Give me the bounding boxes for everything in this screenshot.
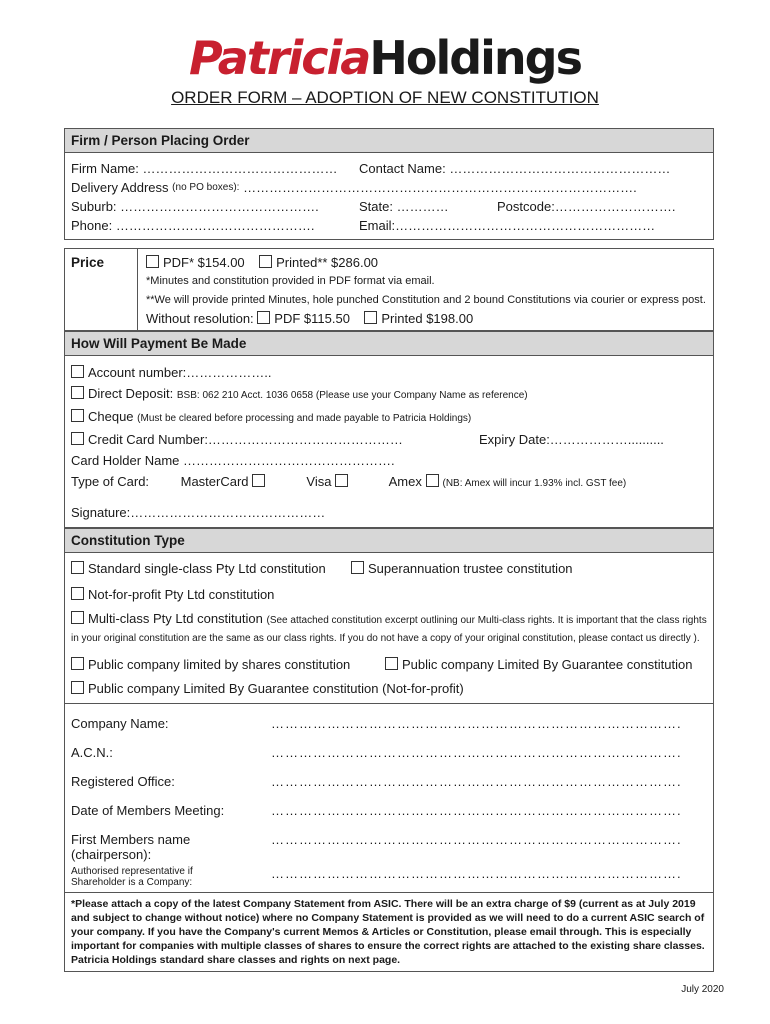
amex-note: (NB: Amex will incur 1.93% incl. GST fee) [442,478,627,489]
direct-deposit-checkbox[interactable] [71,386,84,399]
firm-section [64,128,714,240]
email-field[interactable]: Email:…………………………………………………… [359,218,656,233]
super-label: Superannuation trustee constitution [368,561,573,576]
payment-section-header: How Will Payment Be Made [65,331,713,356]
without-printed-price: Printed $198.00 [381,311,474,326]
pdf-price: PDF* $154.00 [163,255,245,270]
delivery-address-field[interactable]: ………………………………………………………………………………. [243,180,637,195]
logo-part-patricia: Patricia [189,31,370,85]
delivery-address-label: Delivery Address [71,180,169,195]
chairperson-label: (chairperson): [71,847,152,862]
price-section [64,248,714,331]
firm-section-header: Firm / Person Placing Order [65,129,713,153]
constitution-section [64,528,714,704]
first-members-field[interactable]: ……………………………………………………………………………. [271,832,682,847]
authorised-rep-field[interactable]: ……………………………………………………………………………. [271,866,682,881]
nfp-checkbox[interactable] [71,587,84,600]
printed-price: Printed** $286.00 [276,255,379,270]
visa-label: Visa [306,474,332,489]
pdf-note: *Minutes and constitution provided in PDF format via email. [146,275,435,287]
credit-card-number-field[interactable]: Credit Card Number:……………………………………… [88,432,403,447]
postcode-field[interactable]: Postcode:………………………. [497,199,676,214]
registered-office-field[interactable]: ……………………………………………………………………………. [271,774,682,789]
without-printed-checkbox[interactable] [364,311,377,324]
without-pdf-checkbox[interactable] [257,311,270,324]
company-details-section [64,704,714,972]
multi-class-note: (See attached constitution excerpt outlining our Multi-class rights. It is important that the class rights in your original constitution are the same as our class rights. If you do not have a copy of your original constitution, please contact us directly ). [71,615,707,644]
without-pdf-price: PDF $115.50 [274,311,350,326]
public-guarantee-nfp-checkbox[interactable] [71,681,84,694]
public-shares-label: Public company limited by shares constitution [88,657,351,672]
direct-deposit-details: BSB: 062 210 Acct. 1036 0658 (Please use your Company Name as reference) [176,390,528,401]
authorised-rep-label: Authorised representative if Shareholder is a Company: [71,866,193,888]
direct-deposit-label: Direct Deposit: [88,386,174,401]
card-type-label: Type of Card: [71,474,150,489]
account-number-field[interactable]: Account number:……………….. [88,365,272,380]
visa-checkbox[interactable] [335,474,348,487]
public-guarantee-nfp-label: Public company Limited By Guarantee constitution (Not-for-profit) [88,681,464,696]
super-checkbox[interactable] [351,561,364,574]
phone-field[interactable]: Phone: ………………………………………. [71,218,315,233]
public-guarantee-checkbox[interactable] [385,657,398,670]
amex-label: Amex [388,474,422,489]
delivery-address-note: (no PO boxes): [172,182,240,193]
asic-warning-note: *Please attach a copy of the latest Company Statement from ASIC. There will be an extra charge of $9 (current as at July 2019 and subject to change without notice) where no Company Statement is provided as we will need to do a current ASIC search of your company. If you have the Company's current Memos & Articles or Constitution, please email through. This is especially important for companies with multiple classes of shares to ensure the correct rights are attached to the existing share classes. Patricia Holdings standard share classes and rights on next page. [65,892,713,971]
credit-card-checkbox[interactable] [71,432,84,445]
account-checkbox[interactable] [71,365,84,378]
multi-class-checkbox[interactable] [71,611,84,624]
state-field[interactable]: State: ………… [359,199,449,214]
amex-checkbox[interactable] [426,474,439,487]
cheque-note: (Must be cleared before processing and made payable to Patricia Holdings) [137,413,472,424]
contact-name-field[interactable]: Contact Name: …………………………………………… [359,161,671,176]
constitution-section-header: Constitution Type [65,528,713,553]
standard-checkbox[interactable] [71,561,84,574]
multi-class-label: Multi-class Pty Ltd constitution [88,611,263,626]
standard-label: Standard single-class Pty Ltd constitution [88,561,326,576]
price-label: Price [65,249,138,330]
form-date: July 2020 [681,984,724,995]
meeting-date-field[interactable]: ……………………………………………………………………………. [271,803,682,818]
expiry-date-field[interactable]: Expiry Date:……………….......... [479,432,664,447]
meeting-date-label: Date of Members Meeting: [71,803,225,818]
printed-checkbox[interactable] [259,255,272,268]
pdf-checkbox[interactable] [146,255,159,268]
mastercard-label: MasterCard [180,474,249,489]
company-name-field[interactable]: ……………………………………………………………………………. [271,716,682,731]
payment-section [64,331,714,528]
acn-label: A.C.N.: [71,745,113,760]
cheque-label: Cheque [88,409,134,424]
company-name-label: Company Name: [71,716,169,731]
mastercard-checkbox[interactable] [252,474,265,487]
signature-field[interactable]: Signature:……………………………………… [71,505,326,520]
acn-field[interactable]: ……………………………………………………………………………. [271,745,682,760]
nfp-label: Not-for-profit Pty Ltd constitution [88,587,275,602]
cheque-checkbox[interactable] [71,409,84,422]
firm-name-field[interactable]: Firm Name: ……………………………………… [71,161,338,176]
public-shares-checkbox[interactable] [71,657,84,670]
first-members-label: First Members name [71,832,191,847]
suburb-field[interactable]: Suburb: ………………………………………. [71,199,319,214]
registered-office-label: Registered Office: [71,774,175,789]
printed-note: **We will provide printed Minutes, hole punched Constitution and 2 bound Constitutions via courier or express post. [146,294,706,306]
logo-part-holdings: Holdings [369,31,581,85]
patricia-holdings-logo [0,30,770,86]
public-guarantee-label: Public company Limited By Guarantee constitution [402,657,693,672]
form-title: ORDER FORM – ADOPTION OF NEW CONSTITUTION [171,88,599,107]
card-holder-field[interactable]: Card Holder Name …………………………………………. [71,453,395,468]
without-resolution-label: Without resolution: [146,311,254,326]
order-form [64,128,714,972]
